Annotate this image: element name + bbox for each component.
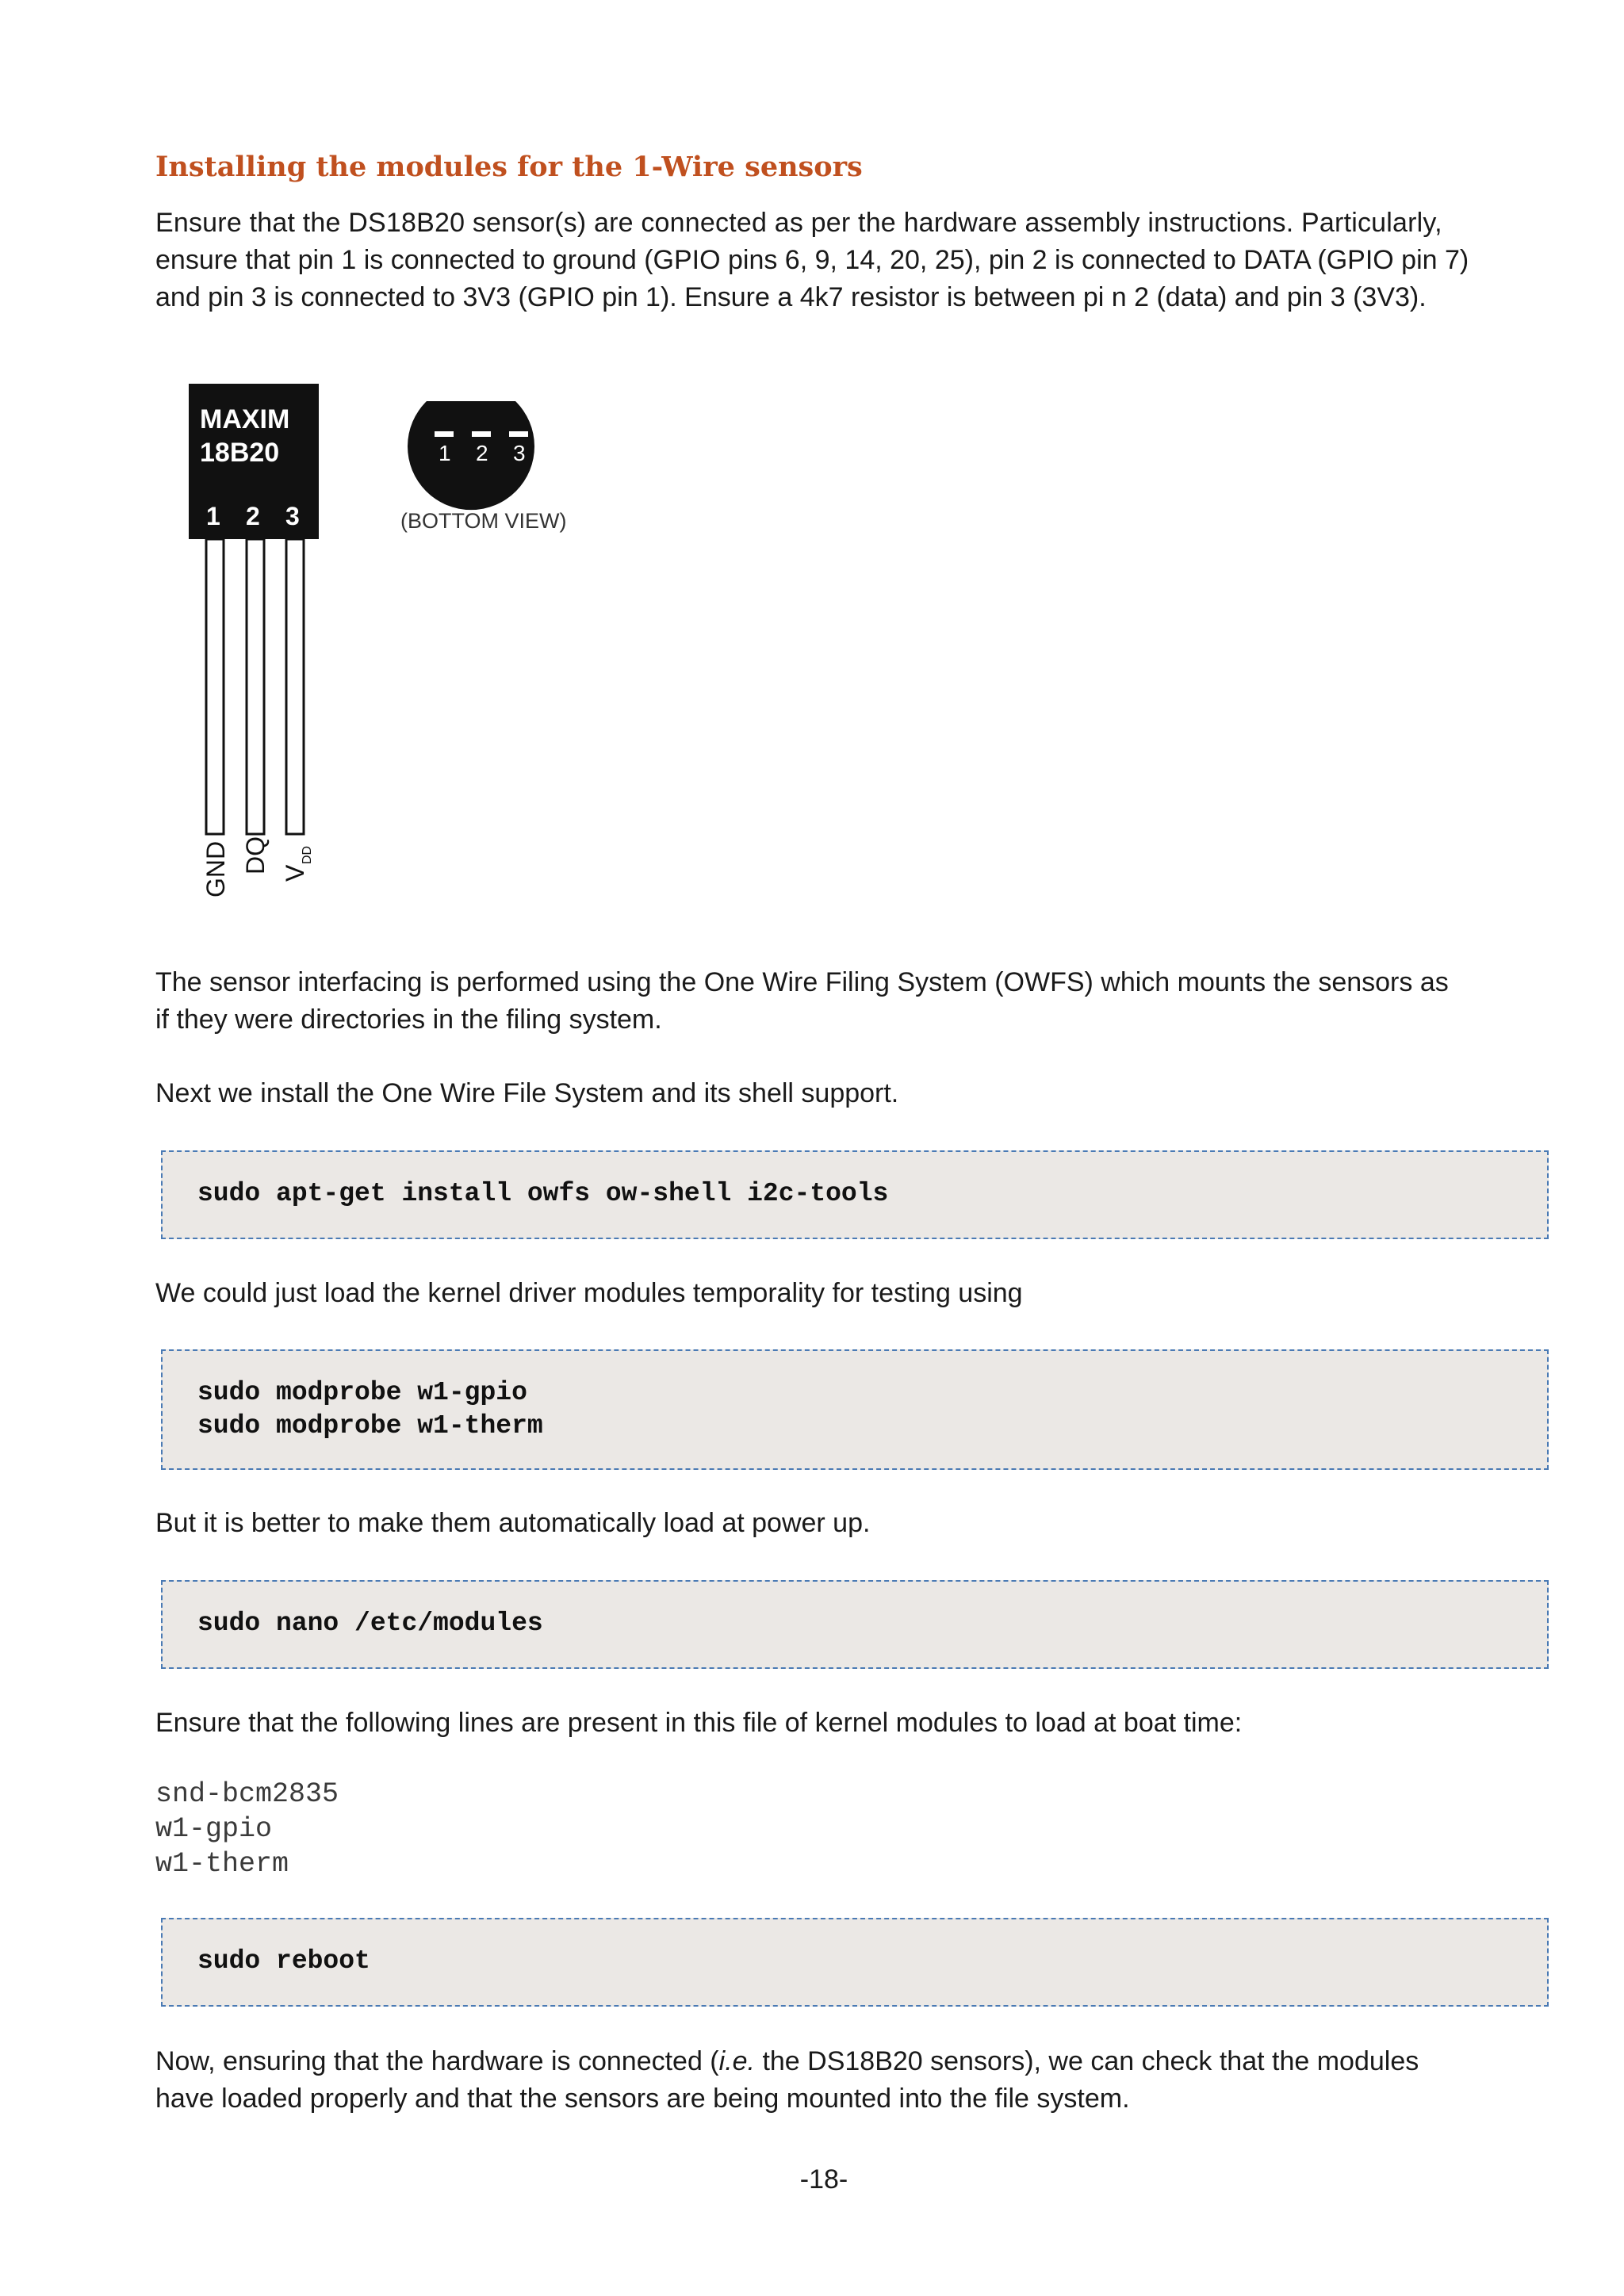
bottom-view-pin-number: 2: [476, 441, 488, 465]
modules-lines-intro: Ensure that the following lines are present in this file of kernel modules to load at boat time:: [155, 1708, 1243, 1738]
bottom-view-pin-number: 1: [439, 441, 451, 465]
intro-line: Ensure that the DS18B20 sensor(s) are connected as per the hardware assembly instructions. Particularly,: [155, 208, 1442, 238]
chip-pin-number: 1: [206, 502, 220, 530]
code-line[interactable]: sudo reboot: [197, 1946, 370, 1976]
pin-leg-gnd: [206, 539, 224, 834]
chip-pin-number: 2: [246, 502, 260, 530]
bottom-view-pin-number: 3: [513, 441, 526, 465]
intro-paragraph: [155, 205, 1519, 316]
check-line-end: the DS18B20 sensors), we can check that the modules: [755, 2046, 1419, 2076]
chip-brand-label: MAXIM: [200, 404, 290, 434]
pin-label-dd: DD: [301, 845, 314, 864]
code-block-modprobe[interactable]: [161, 1349, 1549, 1470]
bottom-view-pin-pad: [509, 431, 528, 437]
code-block-nano[interactable]: [161, 1580, 1549, 1669]
auto-load-intro: But it is better to make them automatically load at power up.: [155, 1508, 871, 1538]
install-intro: Next we install the One Wire File System and its shell support.: [155, 1078, 899, 1108]
check-line-start: Now, ensuring that the hardware is connected (: [155, 2046, 719, 2076]
code-line[interactable]: sudo modprobe w1-gpio: [197, 1378, 527, 1407]
owfs-paragraph: [155, 964, 1519, 1039]
code-line[interactable]: sudo apt-get install owfs ow-shell i2c-tools: [197, 1179, 889, 1208]
pin-leg-vdd: [286, 539, 304, 834]
bottom-view-pin-pad: [472, 431, 491, 437]
check-paragraph: [155, 2043, 1519, 2118]
pin-label-gnd: GND: [201, 840, 230, 897]
page-number: -18-: [799, 2164, 848, 2195]
ie-abbreviation: i.e.: [718, 2046, 755, 2076]
chip-pin-number: 3: [285, 502, 300, 530]
code-line[interactable]: sudo modprobe w1-therm: [197, 1411, 543, 1441]
intro-line: ensure that pin 1 is connected to ground (GPIO pins 6, 9, 14, 20, 25), pin 2 is connected to DATA (GPIO pin 7): [155, 245, 1469, 275]
bottom-view-label: (BOTTOM VIEW): [400, 509, 567, 533]
section-heading: Installing the modules for the 1-Wire sensors: [155, 151, 863, 183]
temp-load-intro: We could just load the kernel driver modules temporality for testing using: [155, 1278, 1023, 1308]
pin-label-v: V: [281, 864, 309, 882]
code-block-install[interactable]: [161, 1150, 1549, 1239]
ds18b20-pinout-diagram: [174, 373, 619, 912]
module-line: w1-therm: [155, 1848, 289, 1880]
module-list: [155, 1777, 339, 1881]
module-line: w1-gpio: [155, 1813, 273, 1845]
check-line: have loaded properly and that the sensors are being mounted into the file system.: [155, 2084, 1130, 2114]
code-line[interactable]: sudo nano /etc/modules: [197, 1609, 543, 1638]
bottom-view-pin-pad: [435, 431, 454, 437]
chip-part-label: 18B20: [200, 438, 280, 468]
owfs-line: The sensor interfacing is performed using the One Wire Filing System (OWFS) which mounts the sensors as: [155, 967, 1449, 997]
pin-leg-dq: [247, 539, 264, 834]
owfs-line: if they were directories in the filing system.: [155, 1004, 662, 1035]
check-line: [155, 2043, 1519, 2080]
code-block-reboot[interactable]: [161, 1918, 1549, 2007]
intro-line: and pin 3 is connected to 3V3 (GPIO pin 1). Ensure a 4k7 resistor is between pi n 2 (data) and pin 3 (3V3).: [155, 282, 1427, 312]
module-line: snd-bcm2835: [155, 1778, 339, 1810]
pin-label-dq: DQ: [241, 836, 270, 874]
